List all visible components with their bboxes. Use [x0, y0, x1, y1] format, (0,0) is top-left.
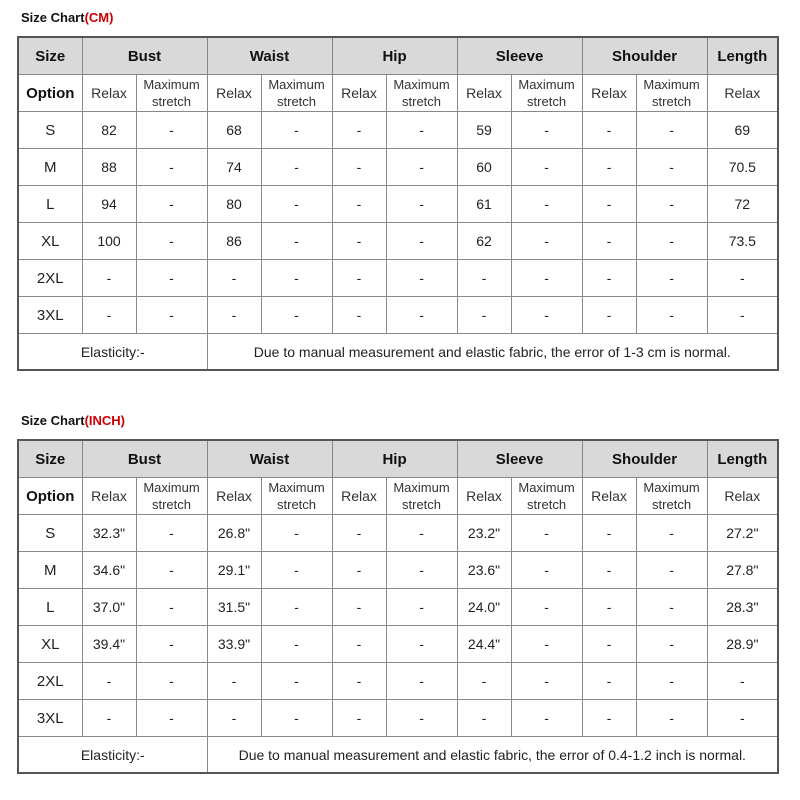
title-text: Size Chart	[21, 10, 85, 25]
relax-header: Relax	[82, 478, 136, 515]
size-label: 3XL	[18, 700, 82, 737]
size-label: 2XL	[18, 260, 82, 297]
relax-header: Relax	[332, 75, 386, 112]
measurement-cell: -	[582, 297, 636, 334]
measurement-cell: 27.8"	[707, 552, 778, 589]
measurement-cell: 100	[82, 223, 136, 260]
relax-header: Relax	[707, 478, 778, 515]
header-row-groups	[18, 37, 778, 75]
measurement-cell: 28.9"	[707, 626, 778, 663]
measurement-cell: -	[332, 223, 386, 260]
measurement-cell: -	[457, 700, 511, 737]
measurement-cell: -	[386, 552, 457, 589]
measurement-cell: -	[511, 223, 582, 260]
measurement-cell: -	[582, 663, 636, 700]
measurement-cell: -	[136, 589, 207, 626]
max-stretch-header	[511, 75, 582, 112]
max-stretch-header	[136, 478, 207, 515]
measurement-cell: -	[332, 112, 386, 149]
measurement-cell: 23.6"	[457, 552, 511, 589]
max-stretch-line1: Maximum	[518, 480, 575, 495]
measurement-cell: -	[261, 260, 332, 297]
measurement-cell: -	[511, 149, 582, 186]
measurement-cell: -	[582, 149, 636, 186]
measurement-cell: -	[136, 663, 207, 700]
measurement-cell: 94	[82, 186, 136, 223]
measurement-cell: -	[136, 515, 207, 552]
size-label: L	[18, 186, 82, 223]
group-header-length: Length	[707, 440, 778, 478]
measurement-cell: -	[707, 297, 778, 334]
group-header-shoulder: Shoulder	[582, 37, 707, 75]
measurement-cell: -	[636, 297, 707, 334]
max-stretch-line1: Maximum	[143, 480, 200, 495]
max-stretch-line1: Maximum	[393, 77, 450, 92]
note-row	[18, 737, 778, 774]
measurement-cell: -	[707, 700, 778, 737]
measurement-cell: -	[636, 223, 707, 260]
measurement-cell: 68	[207, 112, 261, 149]
measurement-cell: -	[136, 186, 207, 223]
measurement-cell: -	[386, 297, 457, 334]
size-chart-cm-title	[21, 10, 113, 25]
group-header-sleeve: Sleeve	[457, 440, 582, 478]
relax-header: Relax	[82, 75, 136, 112]
measurement-cell: 82	[82, 112, 136, 149]
measurement-cell: -	[636, 260, 707, 297]
measurement-cell: -	[332, 515, 386, 552]
measurement-cell: 23.2"	[457, 515, 511, 552]
table-row	[18, 112, 778, 149]
measurement-cell: -	[707, 260, 778, 297]
table-row	[18, 515, 778, 552]
max-stretch-header	[136, 75, 207, 112]
measurement-cell: -	[136, 297, 207, 334]
measurement-cell: 72	[707, 186, 778, 223]
size-label: M	[18, 552, 82, 589]
max-stretch-line1: Maximum	[143, 77, 200, 92]
measurement-cell: -	[261, 700, 332, 737]
measurement-cell: -	[511, 626, 582, 663]
measurement-cell: -	[582, 515, 636, 552]
elasticity-label: Elasticity:-	[18, 334, 207, 371]
measurement-cell: -	[261, 297, 332, 334]
measurement-cell: 24.4"	[457, 626, 511, 663]
measurement-cell: -	[332, 260, 386, 297]
max-stretch-line2: stretch	[652, 497, 692, 512]
measurement-cell: 29.1"	[207, 552, 261, 589]
max-stretch-line2: stretch	[151, 497, 191, 512]
header-row-options	[18, 478, 778, 515]
title-unit: (INCH)	[84, 413, 126, 428]
measurement-cell: 80	[207, 186, 261, 223]
measurement-cell: -	[511, 260, 582, 297]
measurement-cell: -	[636, 186, 707, 223]
size-label: M	[18, 149, 82, 186]
measurement-cell: 27.2"	[707, 515, 778, 552]
measurement-cell: 33.9"	[207, 626, 261, 663]
measurement-cell: -	[386, 663, 457, 700]
measurement-cell: 88	[82, 149, 136, 186]
measurement-cell: -	[136, 700, 207, 737]
measurement-cell: -	[386, 223, 457, 260]
measurement-cell: 70.5	[707, 149, 778, 186]
measurement-cell: -	[261, 223, 332, 260]
measurement-cell: -	[332, 626, 386, 663]
measurement-cell: -	[136, 149, 207, 186]
measurement-cell: -	[136, 626, 207, 663]
measurement-cell: -	[511, 186, 582, 223]
table-row	[18, 663, 778, 700]
max-stretch-line2: stretch	[151, 94, 191, 109]
measurement-cell: 24.0"	[457, 589, 511, 626]
measurement-cell: -	[582, 700, 636, 737]
measurement-cell: -	[636, 589, 707, 626]
measurement-cell: -	[511, 663, 582, 700]
header-row-options	[18, 75, 778, 112]
max-stretch-line1: Maximum	[393, 480, 450, 495]
measurement-cell: -	[82, 260, 136, 297]
max-stretch-header	[386, 75, 457, 112]
max-stretch-line1: Maximum	[268, 480, 325, 495]
group-header-bust: Bust	[82, 440, 207, 478]
max-stretch-line2: stretch	[277, 497, 317, 512]
measurement-cell: 61	[457, 186, 511, 223]
max-stretch-header	[511, 478, 582, 515]
size-label: 3XL	[18, 297, 82, 334]
note-row	[18, 334, 778, 371]
max-stretch-line1: Maximum	[643, 480, 700, 495]
measurement-cell: -	[511, 552, 582, 589]
table-row	[18, 297, 778, 334]
option-header: Option	[18, 478, 82, 515]
title-text: Size Chart	[21, 413, 85, 428]
size-header: Size	[18, 37, 82, 75]
measurement-cell: -	[386, 149, 457, 186]
measurement-cell: 73.5	[707, 223, 778, 260]
relax-header: Relax	[707, 75, 778, 112]
title-unit: (CM)	[84, 10, 114, 25]
table-row	[18, 626, 778, 663]
size-header: Size	[18, 440, 82, 478]
max-stretch-line2: stretch	[402, 94, 442, 109]
max-stretch-line1: Maximum	[518, 77, 575, 92]
size-label: XL	[18, 626, 82, 663]
group-header-hip: Hip	[332, 37, 457, 75]
header-row-groups	[18, 440, 778, 478]
measurement-cell: 32.3"	[82, 515, 136, 552]
max-stretch-header	[261, 75, 332, 112]
measurement-cell: -	[582, 260, 636, 297]
max-stretch-line1: Maximum	[268, 77, 325, 92]
elasticity-label: Elasticity:-	[18, 737, 207, 774]
measurement-cell: -	[332, 186, 386, 223]
max-stretch-header	[386, 478, 457, 515]
max-stretch-header	[636, 75, 707, 112]
measurement-cell: -	[136, 552, 207, 589]
measurement-cell: -	[261, 552, 332, 589]
measurement-cell: -	[82, 663, 136, 700]
measurement-cell: -	[511, 112, 582, 149]
measurement-cell: -	[332, 700, 386, 737]
measurement-cell: -	[82, 297, 136, 334]
measurement-cell: -	[332, 663, 386, 700]
group-header-shoulder: Shoulder	[582, 440, 707, 478]
max-stretch-line2: stretch	[527, 94, 567, 109]
measurement-cell: -	[82, 700, 136, 737]
option-header: Option	[18, 75, 82, 112]
measurement-cell: 34.6"	[82, 552, 136, 589]
measurement-cell: -	[511, 297, 582, 334]
max-stretch-header	[261, 478, 332, 515]
max-stretch-line2: stretch	[402, 497, 442, 512]
size-label: S	[18, 515, 82, 552]
relax-header: Relax	[457, 478, 511, 515]
measurement-cell: -	[386, 700, 457, 737]
relax-header: Relax	[457, 75, 511, 112]
measurement-note: Due to manual measurement and elastic fabric, the error of 1-3 cm is normal.	[207, 334, 778, 371]
measurement-cell: -	[582, 552, 636, 589]
max-stretch-line2: stretch	[527, 497, 567, 512]
group-header-bust: Bust	[82, 37, 207, 75]
size-chart-inch-table	[17, 439, 779, 774]
size-label: L	[18, 589, 82, 626]
measurement-cell: -	[511, 515, 582, 552]
size-label: S	[18, 112, 82, 149]
group-header-waist: Waist	[207, 440, 332, 478]
measurement-cell: -	[261, 186, 332, 223]
relax-header: Relax	[332, 478, 386, 515]
table-row	[18, 149, 778, 186]
measurement-cell: 39.4"	[82, 626, 136, 663]
measurement-cell: -	[332, 552, 386, 589]
measurement-cell: -	[636, 149, 707, 186]
table-row	[18, 700, 778, 737]
measurement-cell: -	[332, 589, 386, 626]
measurement-cell: -	[582, 589, 636, 626]
measurement-cell: -	[582, 112, 636, 149]
measurement-cell: -	[386, 626, 457, 663]
measurement-cell: -	[457, 260, 511, 297]
measurement-cell: -	[457, 663, 511, 700]
measurement-cell: -	[261, 149, 332, 186]
measurement-cell: 28.3"	[707, 589, 778, 626]
measurement-cell: -	[636, 700, 707, 737]
max-stretch-line2: stretch	[652, 94, 692, 109]
measurement-cell: 37.0"	[82, 589, 136, 626]
measurement-cell: -	[386, 112, 457, 149]
measurement-cell: -	[207, 700, 261, 737]
measurement-cell: 74	[207, 149, 261, 186]
measurement-cell: -	[136, 260, 207, 297]
measurement-cell: -	[207, 260, 261, 297]
measurement-cell: -	[261, 515, 332, 552]
group-header-sleeve: Sleeve	[457, 37, 582, 75]
measurement-cell: 86	[207, 223, 261, 260]
size-chart-inch-title	[21, 413, 125, 428]
measurement-cell: -	[207, 663, 261, 700]
measurement-cell: -	[582, 223, 636, 260]
measurement-cell: 60	[457, 149, 511, 186]
measurement-cell: -	[386, 260, 457, 297]
measurement-cell: -	[386, 186, 457, 223]
measurement-cell: -	[332, 297, 386, 334]
measurement-cell: -	[136, 112, 207, 149]
size-chart-cm-table	[17, 36, 779, 371]
measurement-cell: 26.8"	[207, 515, 261, 552]
relax-header: Relax	[207, 478, 261, 515]
measurement-cell: -	[511, 589, 582, 626]
measurement-cell: 59	[457, 112, 511, 149]
table-row	[18, 260, 778, 297]
max-stretch-line1: Maximum	[643, 77, 700, 92]
table-row	[18, 589, 778, 626]
measurement-cell: -	[261, 112, 332, 149]
measurement-cell: -	[636, 515, 707, 552]
max-stretch-header	[636, 478, 707, 515]
measurement-cell: -	[332, 149, 386, 186]
measurement-cell: -	[636, 552, 707, 589]
table-row	[18, 552, 778, 589]
measurement-cell: -	[582, 626, 636, 663]
measurement-cell: -	[511, 700, 582, 737]
measurement-cell: -	[261, 626, 332, 663]
measurement-cell: -	[261, 589, 332, 626]
relax-header: Relax	[582, 75, 636, 112]
group-header-length: Length	[707, 37, 778, 75]
measurement-cell: -	[457, 297, 511, 334]
measurement-cell: 62	[457, 223, 511, 260]
measurement-cell: -	[636, 626, 707, 663]
measurement-cell: -	[386, 589, 457, 626]
relax-header: Relax	[582, 478, 636, 515]
relax-header: Relax	[207, 75, 261, 112]
measurement-cell: -	[636, 112, 707, 149]
measurement-cell: -	[582, 186, 636, 223]
measurement-note: Due to manual measurement and elastic fabric, the error of 0.4-1.2 inch is normal.	[207, 737, 778, 774]
measurement-cell: 31.5"	[207, 589, 261, 626]
table-row	[18, 223, 778, 260]
size-label: 2XL	[18, 663, 82, 700]
max-stretch-line2: stretch	[277, 94, 317, 109]
measurement-cell: -	[261, 663, 332, 700]
measurement-cell: 69	[707, 112, 778, 149]
group-header-waist: Waist	[207, 37, 332, 75]
measurement-cell: -	[136, 223, 207, 260]
group-header-hip: Hip	[332, 440, 457, 478]
measurement-cell: -	[707, 663, 778, 700]
measurement-cell: -	[636, 663, 707, 700]
measurement-cell: -	[207, 297, 261, 334]
measurement-cell: -	[386, 515, 457, 552]
size-label: XL	[18, 223, 82, 260]
table-row	[18, 186, 778, 223]
